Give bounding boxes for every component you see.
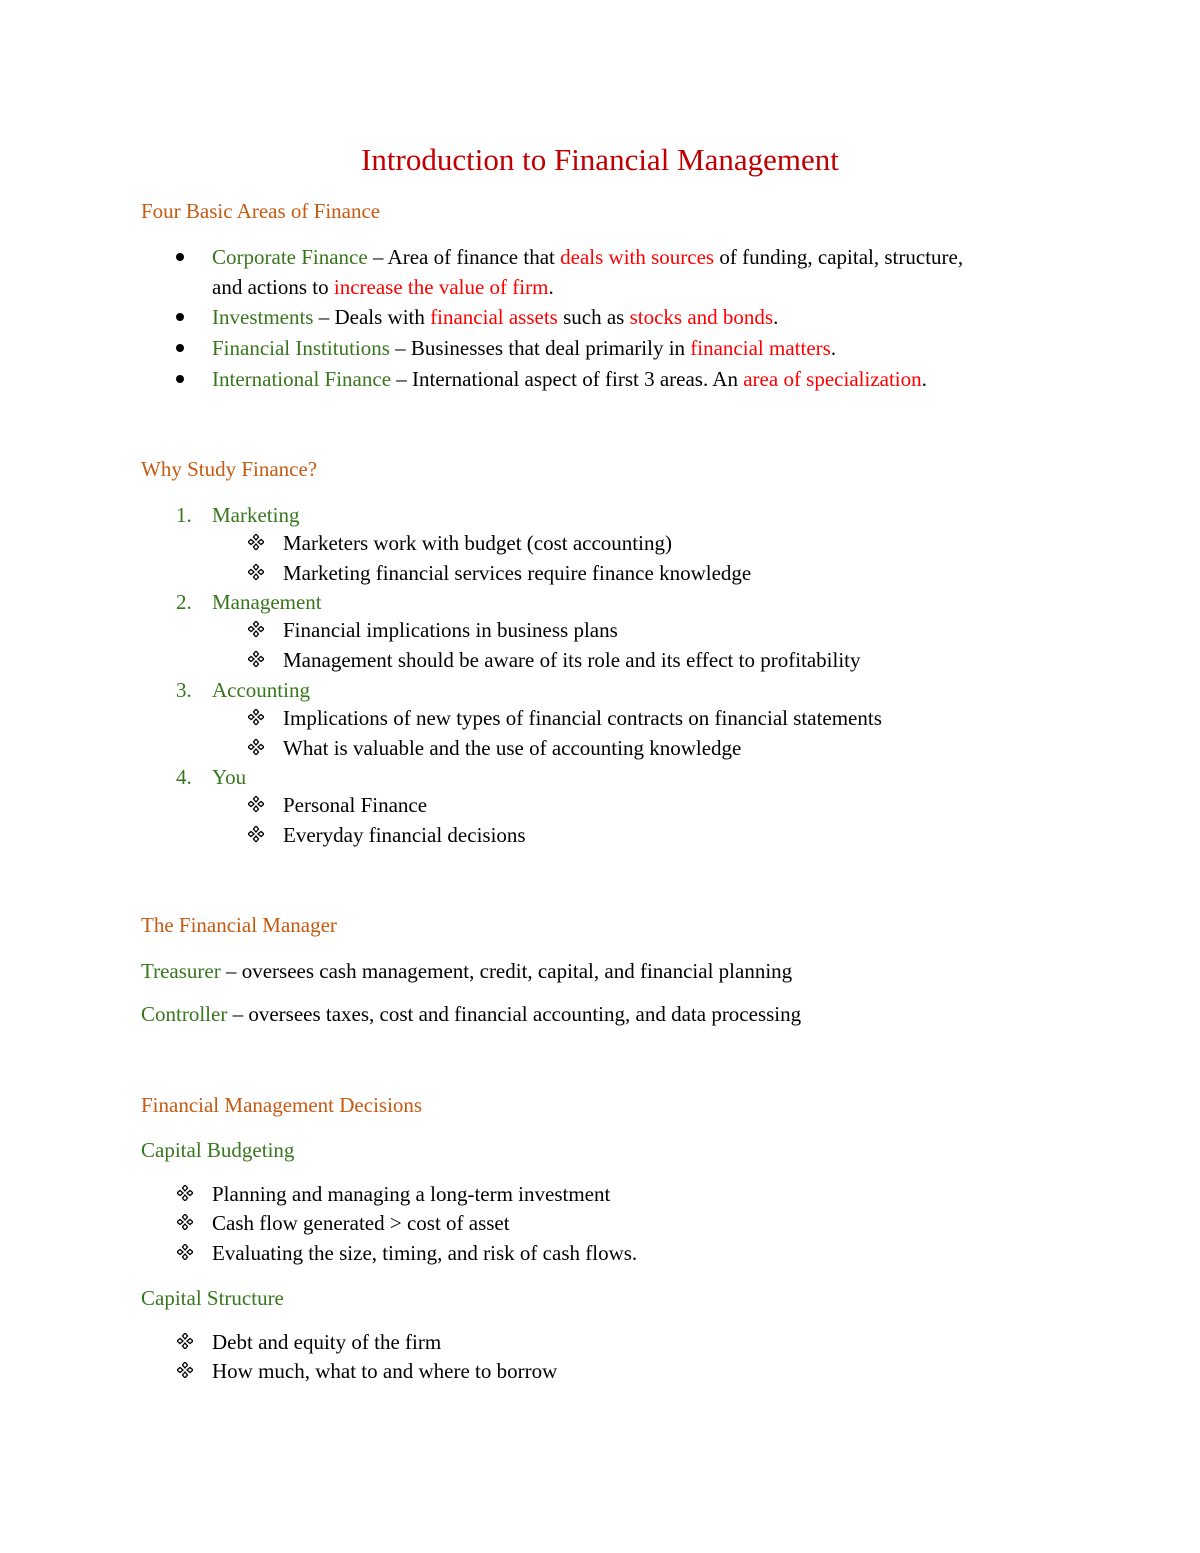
bullet-dot-icon [176,375,184,383]
diamond-bullet-icon [177,1214,193,1230]
role-controller: Controller – oversees taxes, cost and financial accounting, and data processing [141,1002,802,1026]
diamond-bullet-icon [248,651,264,667]
subheading-capital-budgeting: Capital Budgeting [141,1138,295,1162]
page-title: Introduction to Financial Management [361,142,839,177]
sub-item: Financial implications in business plans [283,618,618,642]
list-item-corporate-finance: Corporate Finance – Area of finance that deals with sources of funding, capital, structure, [212,245,964,269]
bullet-dot-icon [176,253,184,261]
diamond-bullet-icon [248,826,264,842]
list-item-financial-institutions: Financial Institutions – Businesses that deal primarily in financial matters. [212,336,837,360]
diamond-bullet-icon [248,796,264,812]
sub-item: Management should be aware of its role and its effect to profitability [283,648,861,672]
list-item-marketing: Marketing [212,503,300,527]
section-heading-areas: Four Basic Areas of Finance [141,199,381,223]
list-number: 2. [176,590,192,614]
diamond-bullet-icon [248,564,264,580]
diamond-bullet-icon [177,1362,193,1378]
list-item-investments: Investments – Deals with financial assets such as stocks and bonds. [212,305,779,329]
section-heading-financial-manager: The Financial Manager [141,913,337,937]
list-item: Planning and managing a long-term investment [212,1182,611,1206]
list-item-corporate-finance-cont: and actions to increase the value of firm. [212,275,554,299]
section-heading-why-study: Why Study Finance? [141,457,318,481]
sub-item: Marketing financial services require finance knowledge [283,561,752,585]
list-item: How much, what to and where to borrow [212,1359,558,1383]
diamond-bullet-icon [248,534,264,550]
list-number: 4. [176,765,192,789]
sub-item: Personal Finance [283,793,428,817]
sub-item: Marketers work with budget (cost accounting) [283,531,672,555]
sub-item: Implications of new types of financial contracts on financial statements [283,706,882,730]
list-item: Debt and equity of the firm [212,1330,442,1354]
subheading-capital-structure: Capital Structure [141,1286,284,1310]
diamond-bullet-icon [177,1185,193,1201]
diamond-bullet-icon [248,709,264,725]
sub-item: What is valuable and the use of accounting knowledge [283,736,742,760]
bullet-dot-icon [176,344,184,352]
sub-item: Everyday financial decisions [283,823,526,847]
list-item-accounting: Accounting [212,678,310,702]
diamond-bullet-icon [177,1333,193,1349]
diamond-bullet-icon [248,739,264,755]
list-item: Cash flow generated > cost of asset [212,1211,510,1235]
list-item-management: Management [212,590,322,614]
diamond-bullet-icon [177,1244,193,1260]
diamond-bullet-icon [248,621,264,637]
role-treasurer: Treasurer – oversees cash management, credit, capital, and financial planning [141,959,793,983]
list-number: 1. [176,503,192,527]
bullet-dot-icon [176,313,184,321]
list-item-international-finance: International Finance – International aspect of first 3 areas. An area of specialization. [212,367,927,391]
list-item-you: You [212,765,247,789]
section-heading-decisions: Financial Management Decisions [141,1093,423,1117]
list-number: 3. [176,678,192,702]
list-item: Evaluating the size, timing, and risk of cash flows. [212,1241,638,1265]
